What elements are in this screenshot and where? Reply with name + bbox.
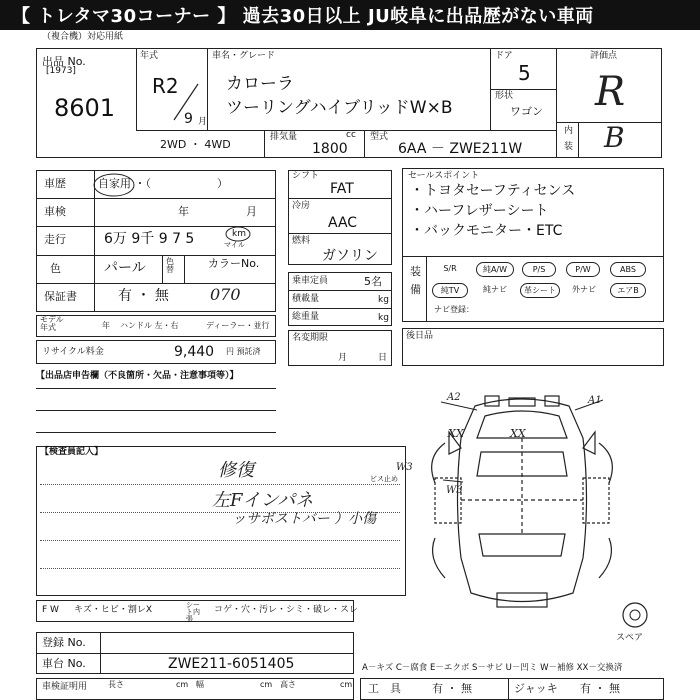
grade-name: ツーリングハイブリッドW×B xyxy=(226,98,453,118)
lot-label: 出品 No. xyxy=(42,55,86,68)
diagram-mark-w3-1: W3 xyxy=(396,462,413,473)
displacement-unit: cc xyxy=(346,130,356,140)
ac-value: AAC xyxy=(328,215,358,231)
name-label: 車名・グレード xyxy=(212,51,276,61)
history-value: 自家用 ・（ ） xyxy=(98,177,228,190)
capacity-label: 乗車定員 xyxy=(292,276,329,286)
jack-value: 有 ・ 無 xyxy=(580,682,620,695)
diagram-mark-xx-1: XX xyxy=(448,427,464,440)
year-era: R2 xyxy=(152,74,179,98)
weight-unit: kg xyxy=(378,313,389,323)
cert-height: 高さ xyxy=(280,680,296,689)
lot-small: [1973] xyxy=(46,66,76,76)
equip-power-steering: P/S xyxy=(522,262,556,277)
model-year-dealer: ディーラー・並行 xyxy=(206,321,270,330)
diagram-mark-w3-2: W3 xyxy=(446,485,463,496)
equip-power-window: P/W xyxy=(566,262,600,277)
model-year-handle: ハンドル 左・右 xyxy=(120,321,179,330)
chassis-value: ZWE211-6051405 xyxy=(168,656,295,672)
warranty-value: 有 ・ 無 xyxy=(118,288,169,304)
sales-point-1: ・トヨタセーフティセンス xyxy=(410,183,576,199)
equip-alloy-wheel: 純A/W xyxy=(476,262,514,277)
shift-label: シフト xyxy=(292,171,320,181)
load-unit: kg xyxy=(378,295,389,305)
banner: 【 トレタマ30コーナー 】 過去30日以上 JU岐阜に出品歴がない車両 xyxy=(0,0,700,30)
navi-registration: ナビ登録： xyxy=(434,305,474,314)
interior-value: B xyxy=(604,121,625,154)
history-label: 車歴 xyxy=(44,177,66,190)
tools-value: 有 ・ 無 xyxy=(432,682,472,695)
capacity-value: 5名 xyxy=(364,275,382,288)
mgmt-label: 後日品 xyxy=(406,331,434,341)
equip-tv: 純TV xyxy=(432,283,468,298)
doors-label: ドア xyxy=(495,51,513,61)
sales-points-label: セールスポイント xyxy=(408,171,480,181)
drive-type: 2WD ・ 4WD xyxy=(160,138,231,151)
shift-value: FAT xyxy=(330,181,354,197)
warranty-label: 保証書 xyxy=(44,290,77,303)
inspection-month: 月 xyxy=(246,205,257,218)
fw-label: F W xyxy=(42,605,59,615)
mileage-value: 6万 9千 9 7 5 xyxy=(104,231,195,247)
tools-label: 工 具 xyxy=(368,682,401,695)
model-code-label: 型式 xyxy=(370,132,389,142)
year-month: 9 xyxy=(184,111,193,127)
color-change-label: 色替 xyxy=(166,257,174,274)
doors-value: 5 xyxy=(518,61,531,85)
score-label: 評価点 xyxy=(590,51,618,61)
shape-label: 形状 xyxy=(495,91,514,101)
diagram-mark-a2: A2 xyxy=(447,392,461,403)
cert-height-unit: cm xyxy=(340,680,353,689)
equip-leather-seat: 革シート xyxy=(520,283,560,298)
cert-width-unit: cm xyxy=(260,680,273,689)
shape-value: ワゴン xyxy=(510,105,543,118)
fw-items: キズ・ヒビ・割レX xyxy=(74,605,152,615)
color-value: パール xyxy=(104,260,146,276)
model-year-year: 年 xyxy=(102,321,110,330)
mileage-unit-2: マイル xyxy=(224,241,245,249)
sales-point-3: ・バックモニター・ETC xyxy=(410,223,563,239)
recycle-label: リサイクル料金 xyxy=(42,347,104,357)
weight-label: 総重量 xyxy=(292,312,320,322)
color-label: 色 xyxy=(50,262,61,275)
diagram-mark-a1: A1 xyxy=(588,395,602,406)
mgmt-box xyxy=(402,328,664,366)
model-name: カローラ xyxy=(226,74,294,94)
name-change-label: 名変期限 xyxy=(292,333,329,343)
jack-label: ジャッキ xyxy=(514,682,558,695)
equipment-label-1: 装 xyxy=(410,265,421,278)
year-month-unit: 月 xyxy=(198,117,208,127)
interior-label-1: 内 xyxy=(564,126,574,136)
spare-tire-icon xyxy=(620,600,650,630)
equip-navi: 純ナビ xyxy=(483,285,507,294)
score-value: R xyxy=(595,69,626,115)
inspector-note-2: 左Fインパネ xyxy=(212,490,314,511)
color-code-value: 070 xyxy=(210,285,241,304)
registration-label: 登録 No. xyxy=(42,636,86,649)
inspector-label: 【検査員記入】 xyxy=(40,447,104,457)
recycle-unit: 円 預託済 xyxy=(226,347,261,356)
cert-length-unit: cm xyxy=(176,680,189,689)
cert-width: 幅 xyxy=(196,680,204,689)
history-circle xyxy=(92,172,136,198)
lot-number: 8601 xyxy=(54,94,116,122)
fuel-label: 燃料 xyxy=(292,236,311,246)
inspection-year: 年 xyxy=(178,205,189,218)
fuel-value: ガソリン xyxy=(322,248,378,264)
name-change-month: 月 xyxy=(338,353,348,363)
declaration-label: 【出品店申告欄（不良箇所・欠品・注意事項等）】 xyxy=(36,371,239,381)
sales-point-2: ・ハーフレザーシート xyxy=(410,203,549,219)
damage-legend: A－キズ C－腐食 E－エクボ S－サビ U－凹ミ W－補修 XX－交換済 xyxy=(362,663,623,673)
model-year-label: モデル年式 xyxy=(40,315,64,332)
year-label: 年式 xyxy=(140,51,159,61)
fw-sheet: シート内張 xyxy=(186,601,200,623)
equip-airbag: エアB xyxy=(610,283,646,298)
model-code-value: 6AA － ZWE211W xyxy=(398,141,523,157)
displacement-label: 排気量 xyxy=(270,132,298,142)
inspector-note-1: 修復 xyxy=(218,460,254,481)
chassis-label: 車台 No. xyxy=(42,657,86,670)
diagram-note-screw: ビス止め xyxy=(370,475,398,483)
equipment-label-2: 備 xyxy=(410,283,421,296)
equip-abs: ABS xyxy=(610,262,646,277)
mileage-unit-circle xyxy=(224,226,252,242)
form-subtitle: （複合機）対応用紙 xyxy=(42,32,124,42)
diagram-mark-xx-2: XX xyxy=(510,427,526,440)
inspector-note-3: ッサボストバー ）小傷 xyxy=(232,511,377,527)
displacement-value: 1800 xyxy=(312,141,348,157)
equip-ext-navi: 外ナビ xyxy=(572,285,596,294)
spare-label: スペア xyxy=(616,633,644,643)
load-label: 積載量 xyxy=(292,294,320,304)
car-damage-diagram xyxy=(405,388,640,618)
recycle-value: 9,440 xyxy=(174,344,215,360)
mileage-unit: km xyxy=(232,229,246,239)
ac-label: 冷房 xyxy=(292,201,311,211)
cert-length: 長さ xyxy=(108,680,124,689)
mileage-label: 走行 xyxy=(44,233,66,246)
color-code-label: カラーNo. xyxy=(208,257,260,270)
inspection-label: 車検 xyxy=(44,205,66,218)
name-change-day: 日 xyxy=(378,353,388,363)
cert-label: 車検証明用 xyxy=(42,682,88,692)
interior-label-2: 装 xyxy=(564,142,574,152)
equip-sr: S/R xyxy=(443,264,457,273)
fw-items-2: コゲ・穴・汚レ・シミ・破レ・スレ xyxy=(214,605,359,615)
